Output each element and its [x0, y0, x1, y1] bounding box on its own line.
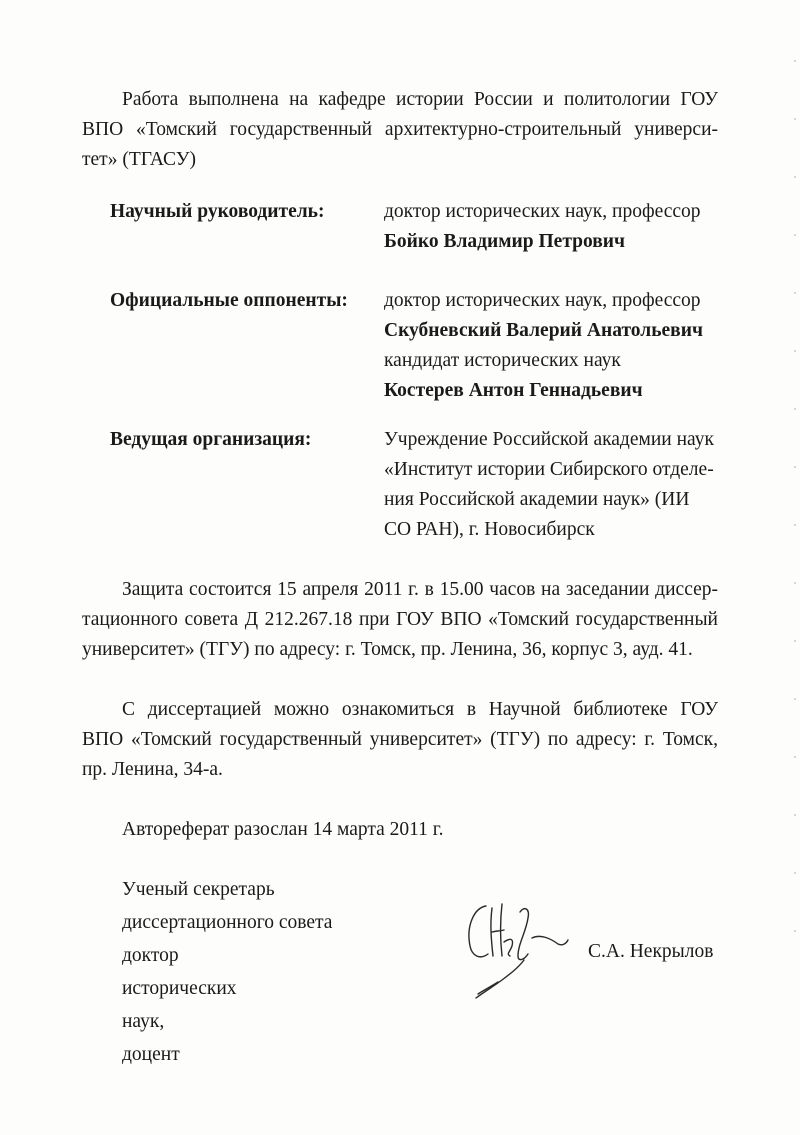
opponents-term: Официальные оппоненты:: [110, 290, 348, 311]
abstract-sent-date: Автореферат разослан 14 марта 2011 г.: [122, 819, 444, 840]
opponent-2-title: кандидат исторических наук: [384, 350, 621, 371]
lead-org-desc: [384, 425, 724, 545]
intro-line-3: тет» (ТГАСУ): [82, 149, 197, 170]
supervisor-desc: [384, 197, 724, 257]
defense-line-1: Защита состоится 15 апреля 2011 г. в 15.00 часов на заседании диссер-: [122, 579, 718, 600]
secretary-word-2: исторических: [122, 978, 237, 999]
secretary-line-2: диссертационного совета: [122, 912, 333, 933]
secretary-word-1: доктор: [122, 945, 179, 966]
intro-line-1: Работа выполнена на кафедре истории России и политологии ГОУ: [122, 89, 718, 110]
opponent-1-name: Скубневский Валерий Анатольевич: [384, 320, 703, 341]
supervisor-term: Научный руководитель:: [110, 201, 325, 222]
secretary-name: С.А. Некрылов: [588, 941, 714, 962]
lead-org-line-2: «Институт истории Сибирского отделе-: [384, 459, 714, 480]
library-paragraph: [82, 695, 718, 785]
secretary-word-3: наук,: [122, 1011, 165, 1032]
lead-org-term: Ведущая организация:: [110, 429, 312, 450]
secretary-line-3: [122, 939, 434, 1065]
opponent-2-name: Костерев Антон Геннадьевич: [384, 380, 643, 401]
supervisor-name: Бойко Владимир Петрович: [384, 231, 626, 252]
supervisor-title: доктор исторических наук, профессор: [384, 201, 701, 222]
defense-paragraph: [82, 575, 718, 665]
lead-org-line-3: ния Российской академии наук» (ИИ: [384, 489, 690, 510]
library-line-3: пр. Ленина, 34-а.: [82, 759, 223, 780]
lead-org-line-4: СО РАН), г. Новосибирск: [384, 519, 595, 540]
library-line-2: ВПО «Томский государственный университет» (ТГУ) по адресу: г. Томск,: [82, 729, 718, 750]
library-line-1: С диссертацией можно ознакомиться в Научной библиотеке ГОУ: [122, 699, 718, 720]
handwritten-signature: [458, 898, 578, 1008]
lead-org-line-1: Учреждение Российской академии наук: [384, 429, 714, 450]
opponents-desc: [384, 286, 724, 406]
secretary-word-4: доцент: [122, 1044, 180, 1065]
intro-paragraph: [82, 85, 718, 175]
opponent-1-title: доктор исторических наук, профессор: [384, 290, 701, 311]
defense-line-3: университет» (ТГУ) по адресу: г. Томск, пр. Ленина, 36, корпус 3, ауд. 41.: [82, 639, 693, 660]
scan-edge-artifact: [794, 60, 796, 960]
defense-line-2: тационного совета Д 212.267.18 при ГОУ ВПО «Томский государственный: [82, 609, 718, 630]
intro-line-2: ВПО «Томский государственный архитектурно-строительный универси-: [82, 119, 718, 140]
secretary-line-1: Ученый секретарь: [122, 879, 275, 900]
